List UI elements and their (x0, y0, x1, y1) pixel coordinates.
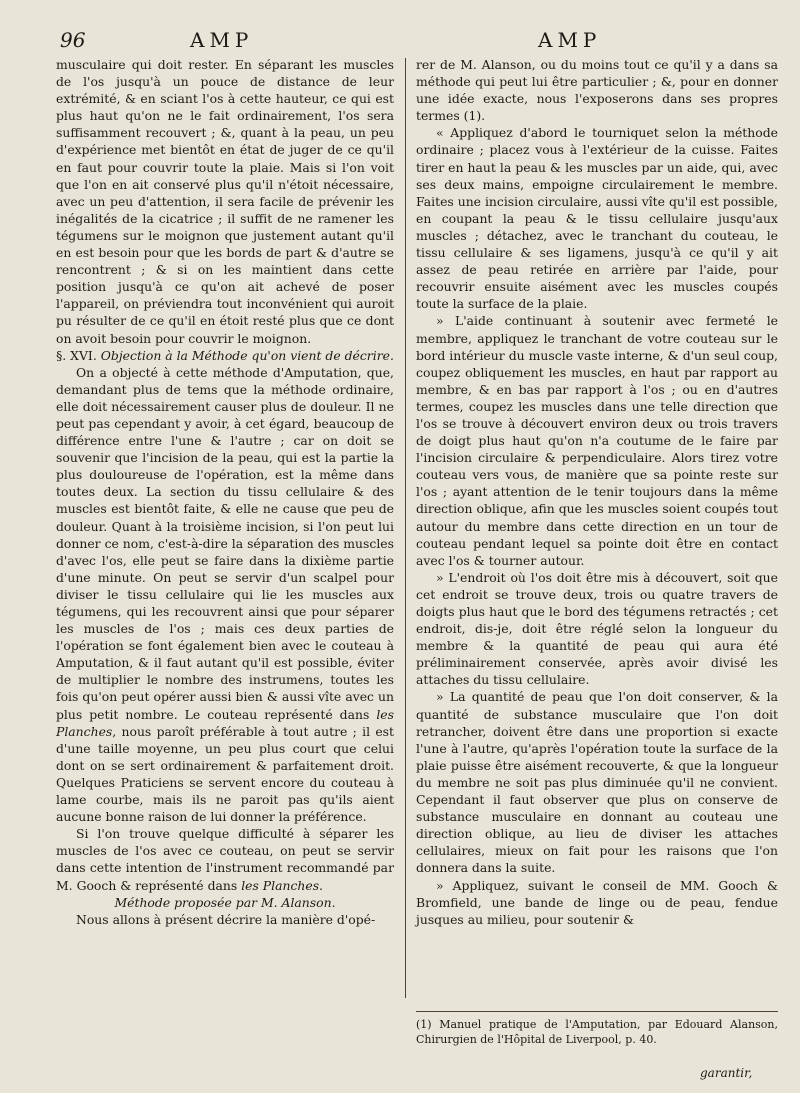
right-paragraph-3: » L'aide continuant à soutenir avec fermeté le membre, appliquez le tranchant de votre couteau sur le bord intérieur du muscle vaste interne, & d'un seul coup, coupez obliquement les muscles, en haut par rapport au membre, & en bas par rapport à l'os ; ou en d'autres termes, coupez les muscles dans une telle direction que l'os se trouve à découvert environ deux ou trois travers de doigt plus haut qu'on n'a coutume de le faire par l'incision circulaire & perpendiculaire. Alors tirez votre couteau vers vous, de manière que sa pointe reste sur l'os ; ayant attention de le tenir toujours dans la même direction oblique, afin que les muscles soient coupés tout autour du membre dans cette direction en un tour de couteau pendant lequel sa pointe doit être en contact avec l'os & tourner autour. (416, 313, 778, 568)
running-header (0, 28, 800, 54)
running-head-right: AMP (538, 28, 602, 52)
section-title: Objection à la Méthode qu'on vient de décrire. (100, 347, 394, 363)
right-paragraph-6: » Appliquez, suivant le conseil de MM. Gooch & Bromfield, une bande de linge ou de peau, fendue jusques au milieu, pour soutenir & (416, 877, 778, 927)
method-title: Méthode proposée par M. Alanson. (114, 894, 336, 910)
left-paragraph-4: Nous allons à présent décrire la manière d'opé- (76, 911, 376, 927)
left-paragraph-1: musculaire qui doit rester. En séparant les muscles de l'os jusqu'à un pouce de distance de leur extrémité, & en sciant l'os à cette hauteur, ce qui est plus haut qu'on ne le fait ordinairement, l'os sera suffisamment recouvert ; &, quant à la peau, un peu d'expérience met bientôt en état de juger de ce qu'il en faut pour couvrir toute la plaie. Mais si l'on voit que l'on en ait conservé plus qu'il n'étoit nécessaire, avec un peu d'attention, il sera facile de prévenir les inégalités de la cicatrice ; il suffit de ne ramener les tégumens sur le moignon que justement autant qu'il en est besoin pour que les bords de part & d'autre se rencontrent ; & si on les maintient dans cette position jusqu'à ce qu'on ait achevé de poser l'appareil, on préviendra tout inconvénient qui auroit pu résulter de ce qu'il en étoit resté plus que ce dont on avoit besoin pour couvrir le moignon. (56, 57, 394, 346)
left-column (56, 56, 394, 928)
running-head-left: AMP (190, 28, 254, 52)
left-paragraph-2 (56, 364, 394, 826)
left-paragraph-3-text: Si l'on trouve quelque difficulté à séparer les muscles de l'os avec ce couteau, on peut se servir dans cette intention de l'instrument recommandé par M. Gooch & représenté dans (56, 826, 394, 893)
right-paragraph-1: rer de M. Alanson, ou du moins tout ce qu'il y a dans sa méthode qui peut lui être particulier ; &, pour en donner une idée exacte, nous l'exposerons dans ses propres termes (1). (416, 57, 778, 124)
left-paragraph-3-italic: les Planches. (241, 877, 323, 893)
footnote-rule (416, 1011, 778, 1012)
page-number: 96 (60, 28, 86, 52)
section-heading (56, 347, 394, 364)
column-divider (405, 58, 406, 998)
left-paragraph-2-end: , nous paroît préférable à tout autre ; il est d'une taille moyenne, un peu plus court que celui dont on se sert ordinairement & parfaitement droit. Quelques Praticiens se servent encore du couteau à lame courbe, mais ils ne paroit pas qu'ils aient aucune bonne raison de lui donner la préférence. (56, 723, 394, 825)
right-column (416, 56, 778, 928)
section-number: §. XVI. (56, 347, 97, 363)
left-paragraph-2-italic: les Planches (56, 706, 394, 739)
catchword: garantir, (700, 1066, 753, 1080)
right-paragraph-4: » L'endroit où l'os doit être mis à découvert, soit que cet endroit se trouve deux, trois ou quatre travers de doigts plus haut que le bord des tégumens retractés ; cet endroit, dis-je, doit être réglé selon la longueur du membre & la quantité de peau qui aura été préliminairement conservée, après avoir divisé les attaches du tissu cellulaire. (416, 569, 778, 688)
left-paragraph-3 (56, 825, 394, 893)
right-paragraph-5: » La quantité de peau que l'on doit conserver, & la quantité de substance musculaire que l'on doit retrancher, doivent être dans une proportion si exacte l'une à l'autre, qu'après l'opération toute la surface de la plaie puisse être aisément recouverte, & que la longueur du membre ne soit pas plus diminuée qu'il ne convient. Cependant il faut observer que plus on conserve de substance musculaire en donnant au couteau une direction oblique, au lieu de diviser les attaches cellulaires, mieux on fait pour les raisons que l'on donnera dans la suite. (416, 689, 778, 876)
left-paragraph-2-text: On a objecté à cette méthode d'Amputation, que, demandant plus de tems que la méthode ordinaire, elle doit nécessairement causer plus de douleur. Il ne peut pas cependant y avoir, à cet égard, beaucoup de différence entre l'une & l'autre ; car on doit se souvenir que l'incision de la peau, qui est la partie la plus douloureuse de l'opération, est la même dans toutes deux. La section du tissu cellulaire & des muscles est bientôt faite, & elle ne cause que peu de douleur. Quant à la troisième incision, si l'on peut lui donner ce nom, c'est-à-dire la séparation des muscles d'avec l'os, elle peut se faire dans la dixième partie d'une minute. On peut se servir d'un scalpel pour diviser le tissu cellulaire qui lie les muscles aux tégumens, qui les recouvrent ainsi que pour séparer les muscles de l'os ; mais ces deux parties de l'opération se font également bien avec le couteau à Amputation, & il faut autant qu'il est possible, éviter de multiplier le nombre des instrumens, toutes les fois qu'on peut opérer aussi bien & aussi vîte avec un plus petit nombre. Le couteau représenté dans (56, 364, 394, 722)
footnote: (1) Manuel pratique de l'Amputation, par Edouard Alanson, Chirurgien de l'Hôpital de Liverpool, p. 40. (416, 1018, 778, 1046)
right-paragraph-2: « Appliquez d'abord le tourniquet selon la méthode ordinaire ; placez vous à l'extérieur de la cuisse. Faites tirer en haut la peau & les muscles par un aide, qui, avec ses deux mains, empoigne circulairement le membre. Faites une incision circulaire, aussi vîte qu'il est possible, en coupant la peau & le tissu cellulaire jusqu'aux muscles ; détachez, avec le tranchant du couteau, le tissu cellulaire & ses ligamens, jusqu'à ce qu'il y ait assez de peau retirée en arrière par l'aide, pour recouvrir ensuite aisément avec les muscles coupés toute la surface de la plaie. (416, 125, 778, 312)
